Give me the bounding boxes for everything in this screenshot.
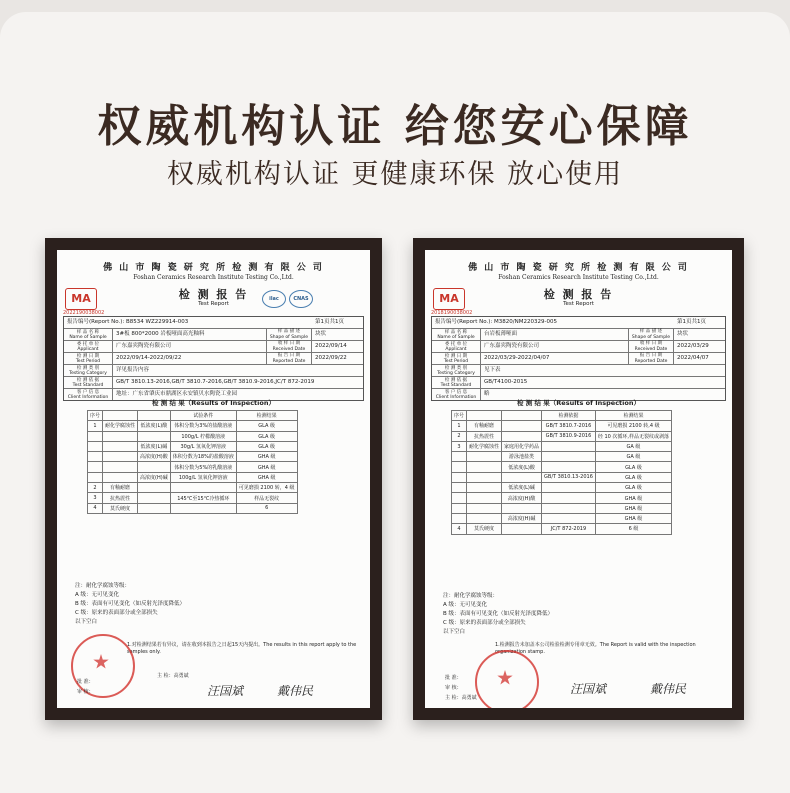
table-cell: 4 (88, 503, 103, 513)
test-standard: GB/T 3810.13-2016,GB/T 3810.7-2016,GB/T 3810.9-2016,JC/T 872-2019 (116, 379, 315, 385)
report-info-table: 报告编号(Report No.): M3820/NM220329-005 第1页共1页 样 品 名 称 Name of Sample 台岩板薄哑面 样 品 描 述 Shape of Sample 块状 委 托 单 位 Applicant 广东嘉宾陶瓷有限公司 收 样 日 期 Received Date 2022/03/29 检 测 日 期 Test Period 2022/03/29-2022/04/07 报 告 日 期 Reported Date 2022/04/07 检 测 类 别 Testing Category 见下表 检 测 依 据 Test Standard GB/T4100-2015 客 户 信 息 Client Information 略 (431, 316, 726, 401)
table-cell: GLA 级 (595, 462, 671, 472)
test-standard: GB/T4100-2015 (484, 379, 528, 385)
table-row (88, 462, 298, 472)
table-cell (467, 513, 502, 523)
sample-name: 3#板 800*2000 岩板哑面高光釉料 (116, 331, 205, 337)
role-inspect: 主 检：高勇斌 (445, 695, 477, 701)
table-cell (138, 483, 171, 493)
table-cell: 体积分数为18%的盐酸溶液 (170, 452, 236, 462)
table-cell: GLA 级 (236, 421, 297, 431)
table-cell (502, 421, 542, 431)
table-cell (467, 462, 502, 472)
table-cell: 1 (88, 421, 103, 431)
table-row (452, 441, 672, 451)
table-header: 序号 试验条件 检测结果 (88, 411, 298, 421)
certificate-frame-right (413, 238, 744, 720)
signature-1: 汪国斌 (570, 682, 607, 696)
org-name-en: Foshan Ceramics Research Institute Testing Co.,Ltd. (498, 274, 659, 281)
table-row (88, 421, 298, 431)
table-cell: 家庭用化学药品 (502, 441, 542, 451)
table-cell: GLA 级 (595, 472, 671, 482)
table-cell (452, 503, 467, 513)
testing-category: 详见报告内容 (116, 367, 150, 373)
table-cell (452, 483, 467, 493)
table-cell: 体积分数为5%的乳酸溶液 (170, 462, 236, 472)
table-cell (88, 441, 103, 451)
table-cell (88, 462, 103, 472)
table-cell (103, 462, 138, 472)
table-cell: 1 (452, 421, 467, 431)
table-cell: GB/T 3810.7-2016 (542, 421, 596, 431)
table-cell: 低浓度(L)碱 (138, 441, 171, 451)
results-title: 检 测 结 果（Results of Inspection） (517, 399, 640, 407)
table-cell (88, 452, 103, 462)
table-cell: 低浓度(L)酸 (502, 462, 542, 472)
report-number: 报告编号(Report No.): B8534 WZ229914-003 (67, 319, 189, 325)
applicant: 广东嘉宾陶瓷有限公司 (116, 343, 172, 349)
table-cell: GB/T 3810.13-2016 (542, 472, 596, 482)
table-cell (467, 503, 502, 513)
table-cell: 30g/L 氢氧化钾溶液 (170, 441, 236, 451)
client-info: 地址：广东省肇庆市鼎湖区永安镇贝水陶瓷工业园 (116, 391, 238, 397)
table-cell (103, 452, 138, 462)
table-cell: 4 (452, 524, 467, 534)
table-cell: 体积分数为3%的盐酸溶液 (170, 421, 236, 431)
table-cell: 高浓度(H)碱 (138, 472, 171, 482)
table-cell (542, 483, 596, 493)
table-row (88, 452, 298, 462)
table-cell: 145℃至15℃冷热循环 (170, 493, 236, 503)
table-cell: 低浓度(L)酸 (138, 421, 171, 431)
table-cell: 低浓度(L)碱 (502, 483, 542, 493)
footer-note: 1.检测报告未加盖本公司检验检测专用章无效。The Report is valid with the inspection organization stamp. (495, 642, 696, 655)
sample-shape: 块状 (677, 331, 689, 337)
table-cell (138, 431, 171, 441)
role-inspect: 主 检：高勇斌 (157, 673, 189, 679)
table-cell: 6 (236, 503, 297, 513)
table-header: 序号 检测依据 检测结果 (452, 411, 672, 421)
table-cell (467, 493, 502, 503)
table-cell: 高浓度(H)酸 (502, 493, 542, 503)
table-cell (103, 431, 138, 441)
table-cell (542, 503, 596, 513)
table-cell (467, 483, 502, 493)
table-cell: GHA 级 (236, 462, 297, 472)
results-table (451, 410, 672, 535)
table-cell: 3 (88, 493, 103, 503)
table-row (88, 493, 298, 503)
table-cell: 有釉耐磨 (467, 421, 502, 431)
table-cell: 可见磨损 2100 转，4 级 (236, 483, 297, 493)
headline: 权威机构认证 给您安心保障 (97, 101, 693, 152)
table-cell: GHA 级 (236, 452, 297, 462)
table-cell: 3 (452, 441, 467, 451)
table-cell: 经 10 次循环,样品无裂纹或剥落 (595, 431, 671, 441)
table-cell (502, 524, 542, 534)
table-cell: GHA 级 (236, 472, 297, 482)
table-cell (542, 452, 596, 462)
table-cell: 2 (452, 431, 467, 441)
table-row (88, 431, 298, 441)
table-row (88, 503, 298, 513)
table-cell: GA 级 (595, 452, 671, 462)
table-row (452, 524, 672, 534)
table-cell: GB/T 3810.9-2016 (542, 431, 596, 441)
ilac-mra-logo-icon: ilac (262, 290, 286, 308)
table-cell (88, 431, 103, 441)
table-cell: 抗热震性 (467, 431, 502, 441)
org-name: 佛 山 市 陶 瓷 研 究 所 检 测 有 限 公 司 (468, 263, 689, 273)
table-cell (103, 472, 138, 482)
received-date: 2022/03/29 (677, 343, 709, 349)
table-cell: GLA 级 (595, 483, 671, 493)
report-title: 检 测 报 告 (178, 288, 249, 301)
table-cell: GA 级 (595, 441, 671, 451)
table-cell (542, 462, 596, 472)
signature-2: 戴伟民 (650, 682, 687, 696)
table-cell: 100g/L 氢氧化钾溶液 (170, 472, 236, 482)
role-review: 审 核： (77, 689, 94, 695)
role-review: 审 核： (445, 685, 462, 691)
role-approve: 批 准： (77, 679, 94, 685)
table-cell (170, 483, 236, 493)
table-cell (467, 472, 502, 482)
table-cell: 耐化学腐蚀性 (103, 421, 138, 431)
table-cell: GHA 级 (595, 493, 671, 503)
results-table (87, 410, 298, 514)
table-cell (502, 431, 542, 441)
reported-date: 2022/04/07 (677, 355, 709, 361)
table-row (452, 452, 672, 462)
table-row (452, 462, 672, 472)
table-cell: 2 (88, 483, 103, 493)
report-title-en: Test Report (563, 301, 594, 307)
cma-number: 2022190038002 (63, 310, 105, 316)
table-row (452, 493, 672, 503)
report-title: 检 测 报 告 (543, 288, 614, 301)
subline: 权威机构认证 更健康环保 放心使用 (166, 159, 624, 190)
table-row (452, 431, 672, 441)
table-cell (542, 493, 596, 503)
table-cell: JC/T 872-2019 (542, 524, 596, 534)
table-cell: 100g/L 柠檬酸溶液 (170, 431, 236, 441)
test-period: 2022/09/14-2022/09/22 (116, 355, 182, 361)
table-cell (542, 513, 596, 523)
results-title: 检 测 结 果（Results of Inspection） (152, 399, 275, 407)
table-cell: 抗热震性 (103, 493, 138, 503)
test-report-right (425, 250, 732, 708)
received-date: 2022/09/14 (315, 343, 347, 349)
table-row (88, 483, 298, 493)
signature-2: 戴伟民 (277, 684, 314, 698)
table-row (452, 513, 672, 523)
notes: 注：耐化学腐蚀等级： A 级：无可见变化 B 级：表面有可见变化（如反射光泽度降低） C 级：原来的表面部分或全部损失 以下空白 (443, 593, 554, 635)
org-name-en: Foshan Ceramics Research Institute Testing Co.,Ltd. (133, 274, 294, 281)
table-cell (138, 503, 171, 513)
table-cell: GLA 级 (236, 441, 297, 451)
table-row (452, 421, 672, 431)
table-cell: 样品无裂纹 (236, 493, 297, 503)
role-approve: 批 准： (445, 675, 462, 681)
table-cell (88, 472, 103, 482)
page-count: 第1页共1页 (315, 319, 344, 325)
cma-number: 2018190038002 (431, 310, 473, 316)
table-cell: GHA 级 (595, 503, 671, 513)
table-cell: 游泳池盐类 (502, 452, 542, 462)
table-cell (103, 441, 138, 451)
reported-date: 2022/09/22 (315, 355, 347, 361)
table-cell (467, 452, 502, 462)
table-row (452, 472, 672, 482)
table-cell (502, 472, 542, 482)
cma-logo-icon: MA (65, 288, 97, 310)
test-period: 2022/03/29-2022/04/07 (484, 355, 550, 361)
report-number: 报告编号(Report No.): M3820/NM220329-005 (435, 319, 557, 325)
testing-category: 见下表 (484, 367, 501, 373)
table-cell: 莫氏硬度 (467, 524, 502, 534)
table-row (452, 483, 672, 493)
sample-name: 台岩板薄哑面 (484, 331, 518, 337)
cnas-logo-icon: CNAS (289, 290, 313, 308)
report-info-table: 报告编号(Report No.): B8534 WZ229914-003 第1页共1页 样 品 名 称 Name of Sample 3#板 800*2000 岩板哑面高光釉料 样 品 描 述 Shape of Sample 块状 委 托 单 位 Applicant 广东嘉宾陶瓷有限公司 收 样 日 期 Received Date 2022/09/14 检 测 日 期 Test Period 2022/09/14-2022/09/22 报 告 日 期 Reported Date 2022/09/22 检 测 类 别 Testing Category 详见报告内容 检 测 依 据 Test Standard GB/T 3810.13-2016,GB/T 3810.7-2016,GB/T 3810.9-2016,JC/T 872-2019 客 户 信 息 Client Information 地址：广东省肇庆市鼎湖区永安镇贝水陶瓷工业园 (63, 316, 364, 401)
footer-note: 1.对检测结果若有异议，请在收到本报告之日起15天内提出。The results in this report apply to the samples only. (127, 642, 357, 655)
table-cell: 有釉耐磨 (103, 483, 138, 493)
cma-logo-icon: MA (433, 288, 465, 310)
table-cell (170, 503, 236, 513)
table-cell (452, 462, 467, 472)
table-cell (138, 493, 171, 503)
client-info: 略 (484, 391, 490, 397)
table-row (88, 472, 298, 482)
table-cell: 耐化学腐蚀性 (467, 441, 502, 451)
table-cell (452, 452, 467, 462)
table-cell: 高浓度(H)碱 (502, 513, 542, 523)
notes: 注：耐化学腐蚀等级： A 级：无可见变化 B 级：表面有可见变化（如反射光泽度降低） C 级：原来的表面部分或全部损失 以下空白 (75, 583, 186, 625)
table-row (88, 441, 298, 451)
table-cell: 高浓度(H)酸 (138, 452, 171, 462)
sample-shape: 块状 (315, 331, 327, 337)
table-cell: GHA 级 (595, 513, 671, 523)
official-seal-icon (475, 650, 539, 708)
table-cell: 6 级 (595, 524, 671, 534)
certificate-frame-left (45, 238, 382, 720)
table-cell (452, 513, 467, 523)
table-cell (542, 441, 596, 451)
table-cell: 可见磨损 2100 转,4 级 (595, 421, 671, 431)
table-cell (138, 462, 171, 472)
table-row (452, 503, 672, 513)
page-count: 第1页共1页 (677, 319, 706, 325)
org-name: 佛 山 市 陶 瓷 研 究 所 检 测 有 限 公 司 (103, 263, 324, 273)
table-cell: GLA 级 (236, 431, 297, 441)
table-cell (452, 493, 467, 503)
report-title-en: Test Report (198, 301, 229, 307)
table-cell: 莫氏硬度 (103, 503, 138, 513)
signature-1: 汪国斌 (207, 684, 244, 698)
table-cell (452, 472, 467, 482)
test-report-left (57, 250, 370, 708)
table-cell (502, 503, 542, 513)
applicant: 广东嘉宾陶瓷有限公司 (484, 343, 540, 349)
